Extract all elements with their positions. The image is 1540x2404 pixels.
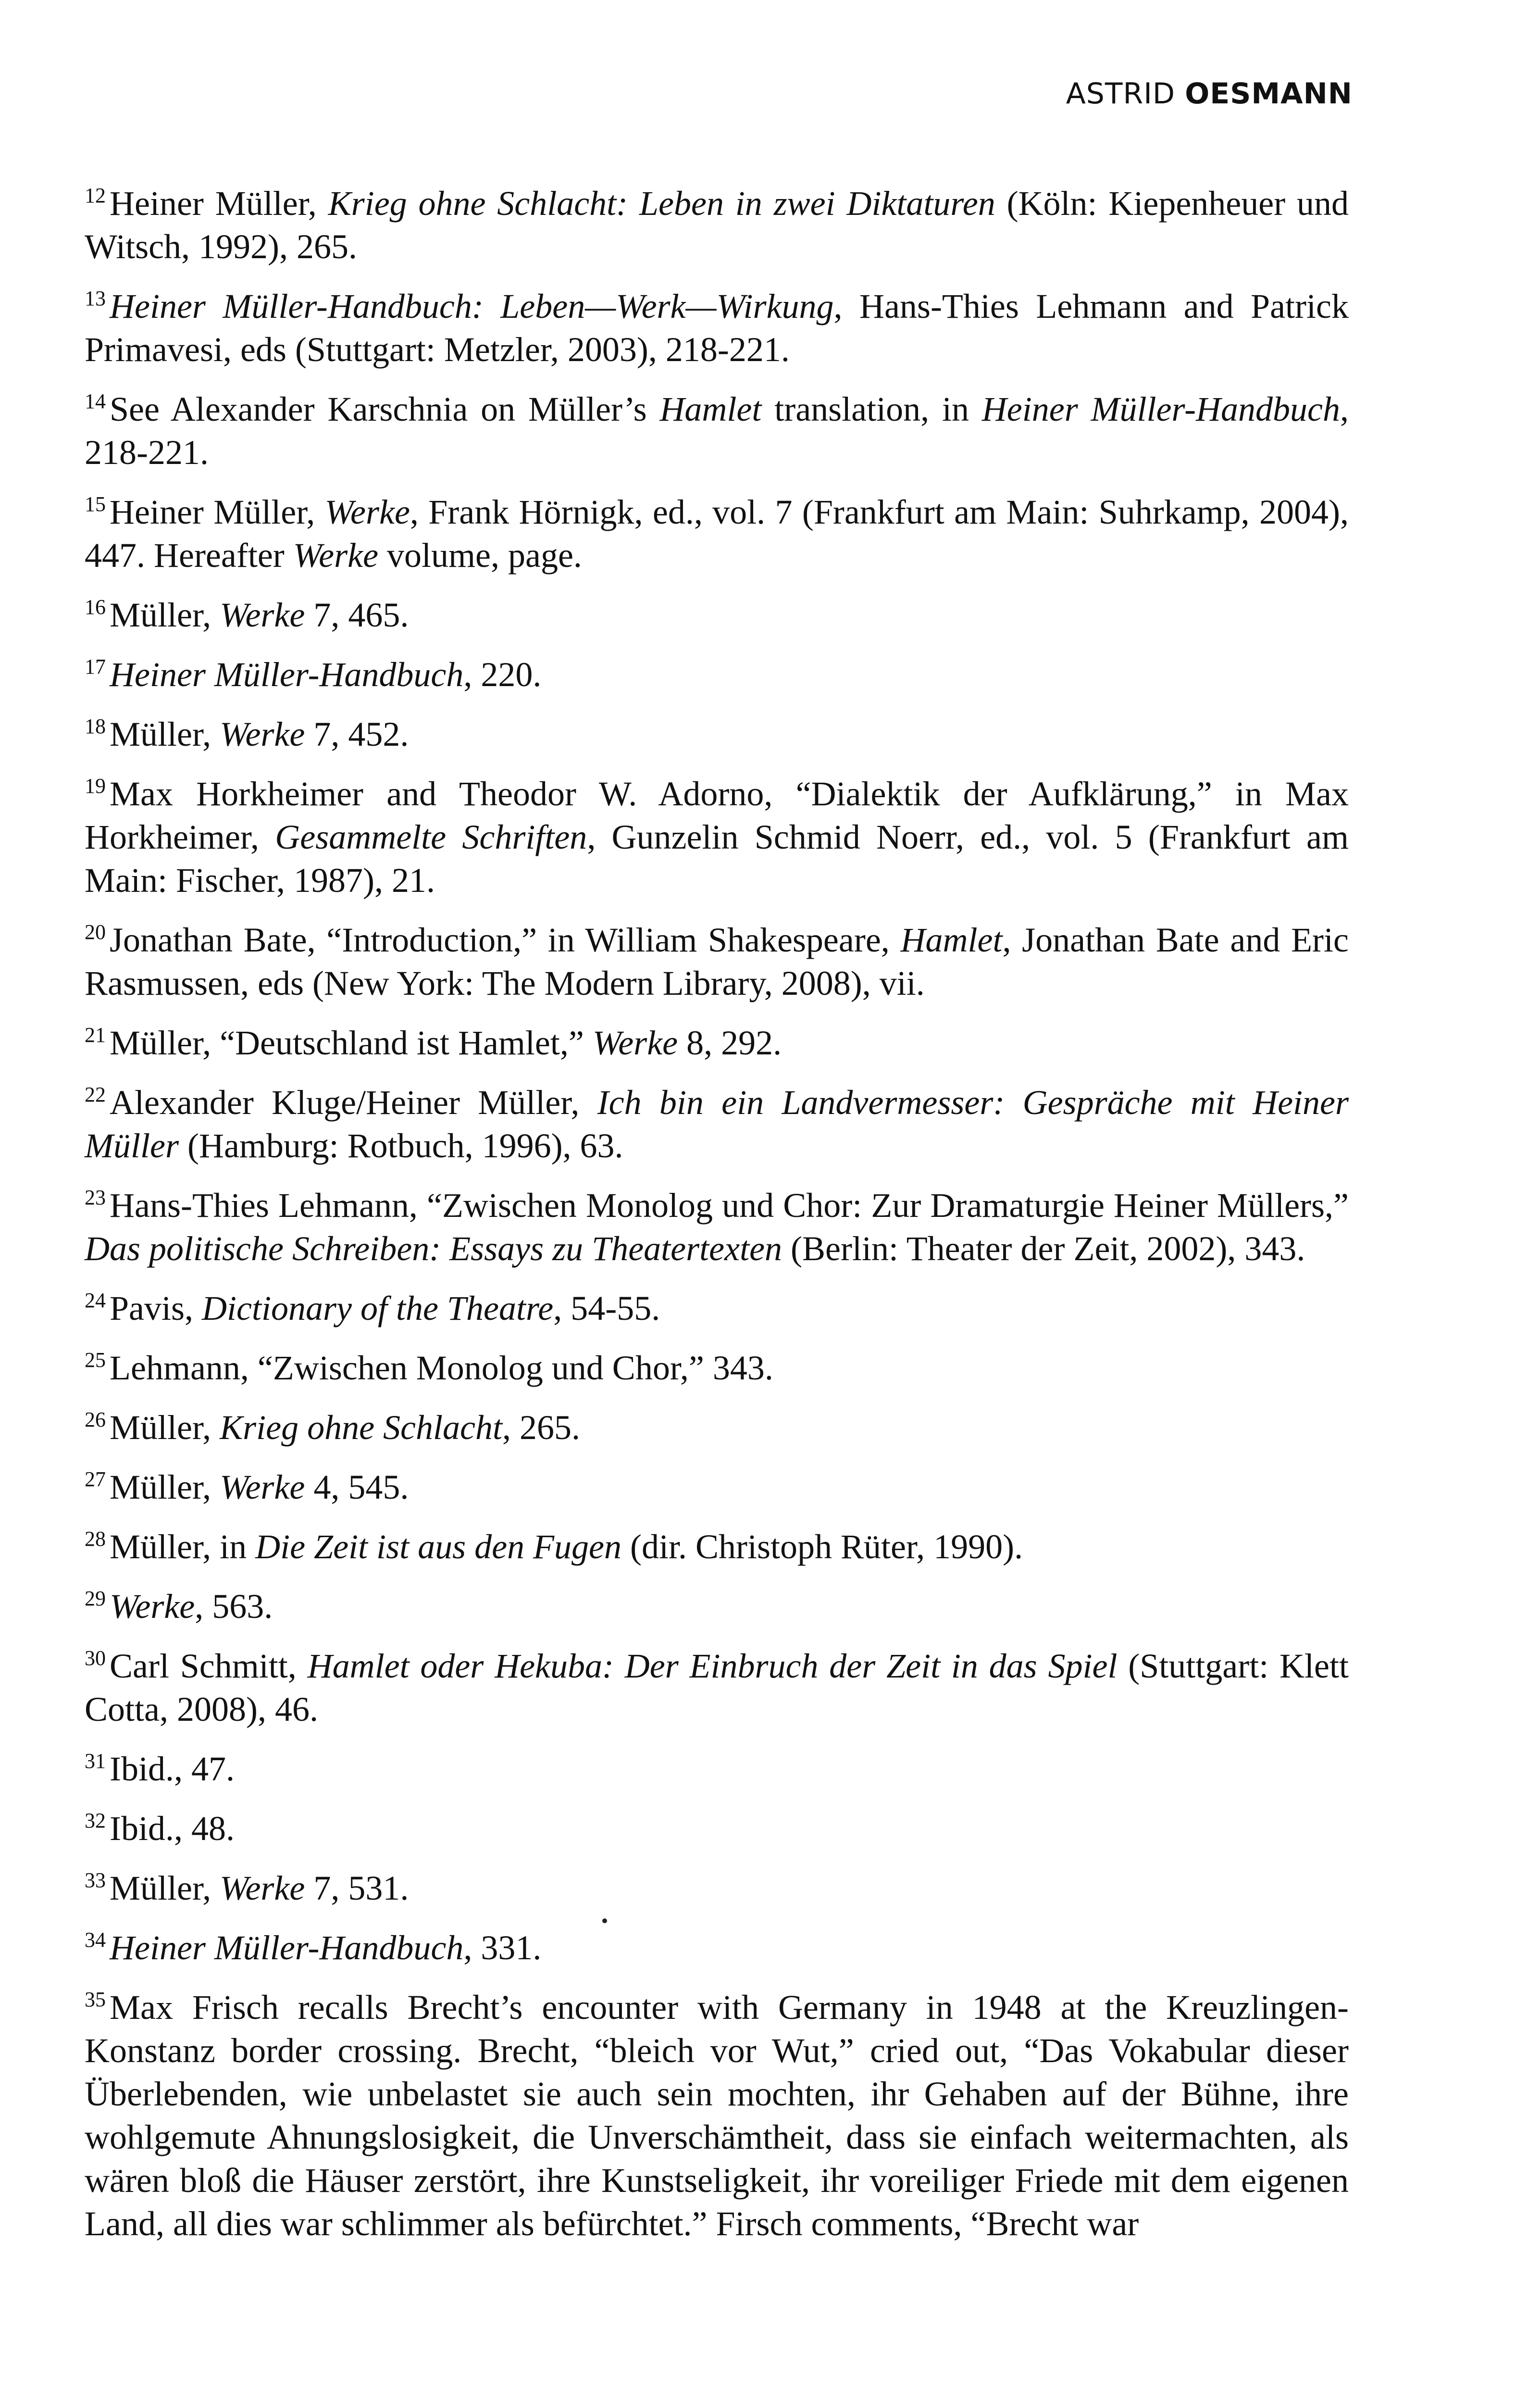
endnote <box>85 1926 1349 1969</box>
endnote-title-italic: Werke <box>592 1024 678 1062</box>
endnote <box>85 388 1349 474</box>
endnote <box>85 490 1349 577</box>
endnote-number: 22 <box>85 1083 106 1106</box>
running-head <box>1066 77 1353 111</box>
endnote-text: Ibid., 47. <box>110 1750 235 1788</box>
endnote <box>85 918 1349 1005</box>
endnote-title-italic: Werke <box>324 493 410 531</box>
endnote-text: , 563. <box>195 1587 273 1626</box>
endnote <box>85 1525 1349 1568</box>
endnote-number: 28 <box>85 1527 106 1551</box>
endnote-number: 23 <box>85 1186 106 1209</box>
endnote-number: 21 <box>85 1023 106 1047</box>
endnote <box>85 1081 1349 1167</box>
endnote-title-italic: Gesammelte Schriften <box>275 818 587 856</box>
endnote-number: 32 <box>85 1809 106 1832</box>
endnote-text: Lehmann, “Zwischen Monolog und Chor,” 343. <box>110 1349 773 1387</box>
endnote-text: 7, 531. <box>305 1869 409 1907</box>
endnote-title-italic: Werke <box>220 1468 305 1506</box>
endnote-text: Müller, “Deutschland ist Hamlet,” <box>110 1024 593 1062</box>
endnote-number: 26 <box>85 1408 106 1431</box>
endnote-title-italic: Werke <box>110 1587 195 1626</box>
endnote-number: 29 <box>85 1587 106 1610</box>
endnote-title-italic: Heiner Müller-Handbuch <box>110 1928 464 1967</box>
endnote-text: Müller, in <box>110 1528 256 1566</box>
endnote-title-italic: Werke <box>220 596 305 634</box>
endnote <box>85 1184 1349 1270</box>
endnote-title-italic: Die Zeit ist aus den Fugen <box>255 1528 621 1566</box>
endnote-number: 20 <box>85 920 106 944</box>
endnote-title-italic: Werke <box>220 715 305 753</box>
endnote-title-italic: Krieg ohne Schlacht: Leben in zwei Diktaturen <box>328 184 995 223</box>
endnote-text: , 218-221. <box>85 390 1349 472</box>
endnote-title-italic: Hamlet oder Hekuba: Der Einbruch der Zeit in das Spiel <box>307 1647 1118 1685</box>
endnote-number: 16 <box>85 595 106 619</box>
endnote-text: Ibid., 48. <box>110 1809 235 1848</box>
endnote-text: Müller, <box>110 715 220 753</box>
endnote-text: , Gunzelin Schmid Noerr, ed., vol. 5 (Frankfurt am Main: Fischer, 1987), 21. <box>85 818 1349 900</box>
endnote <box>85 1287 1349 1330</box>
endnote <box>85 1807 1349 1850</box>
endnote-number: 27 <box>85 1467 106 1491</box>
endnote-number: 30 <box>85 1646 106 1670</box>
endnote <box>85 1346 1349 1390</box>
endnote-number: 17 <box>85 655 106 678</box>
endnote-text: , 54-55. <box>553 1289 660 1327</box>
endnote <box>85 772 1349 902</box>
endnote-text: 4, 545. <box>305 1468 409 1506</box>
endnotes-list <box>85 182 1349 2262</box>
endnote-text: Jonathan Bate, “Introduction,” in William Shakespeare, <box>110 921 901 959</box>
endnote-text: See Alexander Karschnia on Müller’s <box>110 390 660 428</box>
endnote-text: Müller, <box>110 1408 220 1447</box>
endnote-text: 7, 465. <box>305 596 409 634</box>
endnote-number: 25 <box>85 1348 106 1372</box>
endnote-text: Müller, <box>110 1468 220 1506</box>
endnote <box>85 1406 1349 1449</box>
endnote-text: Max Frisch recalls Brecht’s encounter with Germany in 1948 at the Kreuzlingen-Konstanz border crossing. Brecht, “bleich vor Wut,” cried out, “Das Vokabular dieser Überlebenden, wie unbelastet sie auch sein mochten, ihr Gehaben auf der Bühne, ihre wohlgemute Ahnungslosigkeit, die Unverschämtheit, dass sie einfach weitermachten, als wären bloß die Häuser zerstört, ihre Kunstseligkeit, ihr voreiliger Friede mit dem eigenen Land, all dies war schlimmer als befürchtet.” Firsch comments, “Brecht war <box>85 1988 1349 2243</box>
endnote-text: (Hamburg: Rotbuch, 1996), 63. <box>178 1127 623 1165</box>
endnote <box>85 1866 1349 1910</box>
endnote-number: 35 <box>85 1988 106 2011</box>
endnote-text: Müller, <box>110 596 220 634</box>
author-first-name: ASTRID <box>1066 77 1185 111</box>
endnote-number: 15 <box>85 492 106 516</box>
endnote-title-italic: Dictionary of the Theatre <box>202 1289 554 1327</box>
endnote-text: (Berlin: Theater der Zeit, 2002), 343. <box>782 1229 1305 1268</box>
endnote-text: Müller, <box>110 1869 220 1907</box>
endnote-number: 24 <box>85 1289 106 1312</box>
endnote-title-italic: Heiner Müller-Handbuch: Leben—Werk—Wirkung <box>110 287 834 326</box>
endnote-text: Hans-Thies Lehmann, “Zwischen Monolog und Chor: Zur Dramaturgie Heiner Müllers,” <box>110 1186 1349 1225</box>
endnote <box>85 182 1349 268</box>
endnote <box>85 1644 1349 1731</box>
endnote-number: 12 <box>85 184 106 207</box>
endnote-text: , Hans-Thies Lehmann and Patrick Primavesi, eds (Stuttgart: Metzler, 2003), 218-221. <box>85 287 1349 369</box>
endnote-text: , 331. <box>463 1928 542 1967</box>
endnote-text: 8, 292. <box>678 1024 782 1062</box>
endnote-text: Pavis, <box>110 1289 202 1327</box>
endnote-text: (Köln: Kiepenheuer und Witsch, 1992), 265. <box>85 184 1349 266</box>
endnote-title-italic: Hamlet <box>900 921 1003 959</box>
endnote <box>85 1747 1349 1790</box>
endnote-number: 18 <box>85 714 106 738</box>
endnote-title-italic: Krieg ohne Schlacht <box>220 1408 502 1447</box>
endnote-title-italic: Heiner Müller-Handbuch <box>110 655 464 694</box>
endnote-title-italic: Hamlet <box>659 390 762 428</box>
endnote-title-italic: Das politische Schreiben: Essays zu Theatertexten <box>85 1229 782 1268</box>
endnote <box>85 1021 1349 1064</box>
endnote <box>85 593 1349 637</box>
endnote <box>85 1465 1349 1509</box>
endnote-text: Max Horkheimer and Theodor W. Adorno, “Dialektik der Aufklärung,” in Max Horkheimer, <box>85 775 1349 856</box>
endnote-title-italic: Heiner Müller-Handbuch <box>981 390 1340 428</box>
endnote-text: , 265. <box>502 1408 580 1447</box>
endnote-number: 19 <box>85 774 106 798</box>
endnote-number: 14 <box>85 389 106 413</box>
endnote-number: 34 <box>85 1928 106 1952</box>
endnote <box>85 653 1349 696</box>
endnote-text: Heiner Müller, <box>110 493 325 531</box>
endnote-text: Carl Schmitt, <box>110 1647 308 1685</box>
endnote-number: 13 <box>85 287 106 310</box>
endnote-title-italic: Werke <box>220 1869 305 1907</box>
endnote-text: (Stuttgart: Klett Cotta, 2008), 46. <box>85 1647 1349 1728</box>
author-surname: OESMANN <box>1185 77 1353 111</box>
stray-ink-dot <box>602 1918 607 1923</box>
endnote-text: , Jonathan Bate and Eric Rasmussen, eds (New York: The Modern Library, 2008), vii. <box>85 921 1349 1002</box>
endnote-number: 33 <box>85 1868 106 1892</box>
endnote <box>85 1986 1349 2245</box>
endnote-text: , Frank Hörnigk, ed., vol. 7 (Frankfurt am Main: Suhrkamp, 2004), 447. Hereafter <box>85 493 1349 575</box>
endnote-text: 7, 452. <box>305 715 409 753</box>
endnote-text: , 220. <box>463 655 542 694</box>
endnote-number: 31 <box>85 1749 106 1773</box>
endnote <box>85 713 1349 756</box>
endnote-text: translation, in <box>761 390 982 428</box>
endnote-text: Alexander Kluge/Heiner Müller, <box>110 1083 597 1122</box>
endnote <box>85 1585 1349 1628</box>
endnote-text: (dir. Christoph Rüter, 1990). <box>621 1528 1023 1566</box>
endnote <box>85 285 1349 371</box>
endnote-title-italic: Werke <box>293 536 379 575</box>
endnote-title-italic: Ich bin ein Landvermesser: Gespräche mit Heiner Müller <box>85 1083 1349 1165</box>
endnote-text: volume, page. <box>378 536 582 575</box>
endnote-text: Heiner Müller, <box>110 184 328 223</box>
